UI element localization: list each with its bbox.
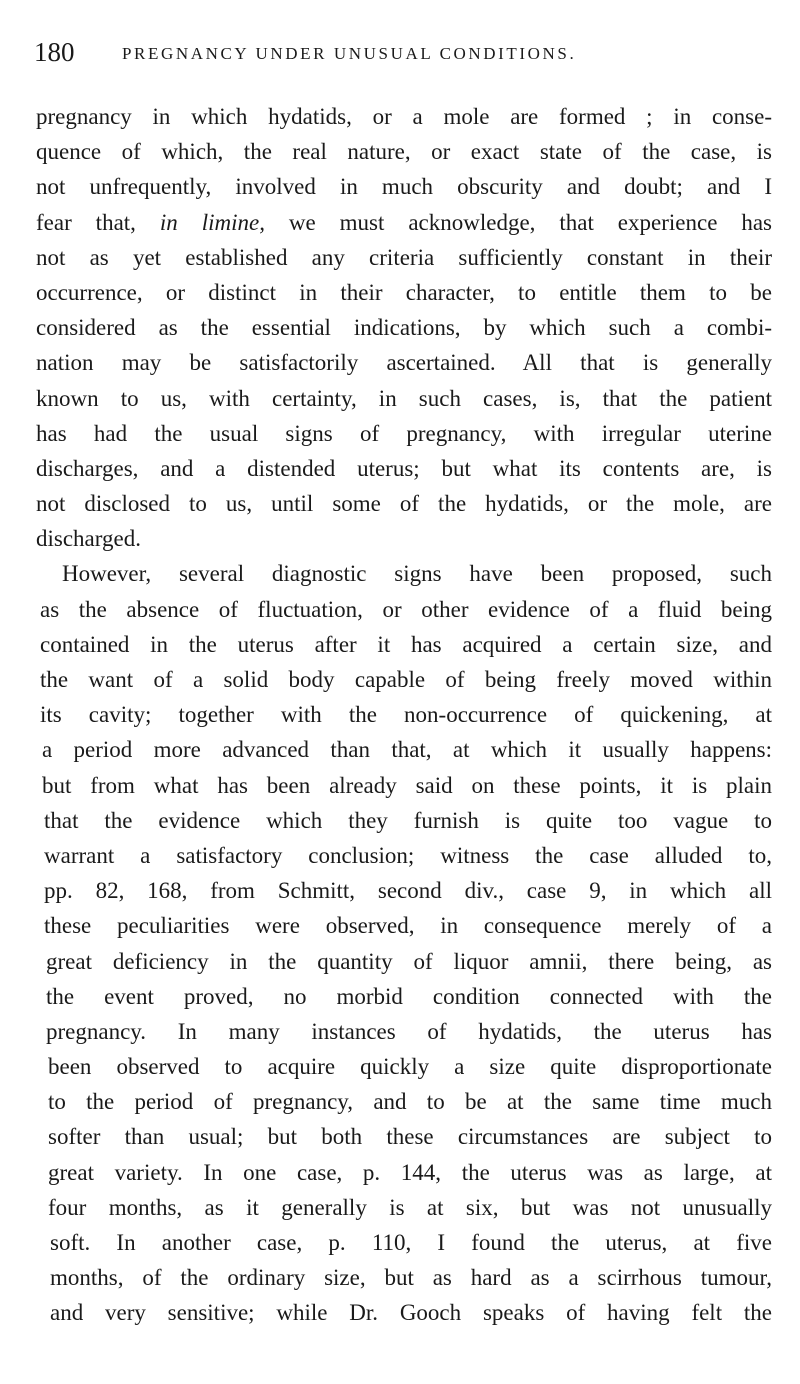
text-line: a period more advanced than that, at which it usually happens: — [42, 737, 772, 763]
text-line: not unfrequently, involved in much obscurity and doubt; and I — [36, 174, 772, 200]
text-line: great deficiency in the quantity of liquor amnii, there being, as — [46, 948, 772, 974]
text-line: contained in the uterus after it has acquired a certain size, and — [40, 631, 772, 657]
text-line: nation may be satisfactorily ascertained. All that is generally — [36, 350, 772, 376]
text-line: discharges, and a distended uterus; but what its contents are, is — [36, 455, 772, 481]
text-line: been observed to acquire quickly a size quite disproportionate — [48, 1054, 772, 1080]
text-line: months, of the ordinary size, but as hard as a scirrhous tumour, — [50, 1265, 772, 1291]
text-line: However, several diagnostic signs have been proposed, such — [62, 561, 772, 587]
text-line: has had the usual signs of pregnancy, with irregular uterine — [36, 420, 772, 446]
text-line: quence of which, the real nature, or exact state of the case, is — [36, 139, 772, 165]
text-line-mixed — [36, 205, 772, 240]
text-line: not disclosed to us, until some of the hydatids, or the mole, are — [36, 491, 772, 517]
italic-phrase: in limine, — [159, 209, 265, 235]
text-span: we must acknowledge, that experience has — [288, 209, 773, 235]
text-line: four months, as it generally is at six, but was not unusually — [48, 1194, 772, 1220]
text-line: these peculiarities were observed, in consequence merely of a — [44, 913, 772, 939]
text-line: the event proved, no morbid condition connected with the — [46, 983, 772, 1009]
text-line: the want of a solid body capable of being freely moved within — [40, 667, 772, 692]
text-line: to the period of pregnancy, and to be at the same time much — [48, 1089, 772, 1115]
text-line: known to us, with certainty, in such cases, is, that the patient — [36, 385, 772, 411]
text-line: softer than usual; but both these circumstances are subject to — [48, 1124, 772, 1150]
body-text — [36, 99, 772, 1331]
text-line: and very sensitive; while Dr. Gooch speaks of having felt the — [50, 1300, 772, 1326]
paragraph-1 — [36, 99, 772, 556]
text-line: its cavity; together with the non-occurrence of quickening, at — [40, 702, 772, 728]
text-line: pp. 82, 168, from Schmitt, second div., case 9, in which all — [44, 878, 772, 904]
text-span: fear that, — [36, 209, 136, 235]
running-head: PREGNANCY UNDER UNUSUAL CONDITIONS. — [122, 44, 577, 63]
text-line: as the absence of fluctuation, or other evidence of a fluid being — [40, 596, 772, 622]
page-header — [34, 34, 774, 74]
text-line: discharged. — [36, 526, 141, 552]
text-line: that the evidence which they furnish is quite too vague to — [44, 807, 772, 833]
text-line: pregnancy in which hydatids, or a mole are formed ; in conse- — [36, 104, 772, 129]
text-line: not as yet established any criteria sufficiently constant in their — [36, 244, 772, 270]
text-line: pregnancy. In many instances of hydatids, the uterus has — [46, 1018, 772, 1044]
text-line: considered as the essential indications, by which such a combi- — [36, 315, 772, 341]
page-number: 180 — [34, 37, 75, 67]
text-line: but from what has been already said on these points, it is plain — [42, 772, 772, 798]
paragraph-2 — [36, 556, 772, 1330]
text-line: warrant a satisfactory conclusion; witness the case alluded to, — [44, 842, 772, 868]
text-line: soft. In another case, p. 110, I found the uterus, at five — [50, 1230, 772, 1255]
text-line: great variety. In one case, p. 144, the uterus was as large, at — [48, 1159, 772, 1185]
text-line: occurrence, or distinct in their character, to entitle them to be — [36, 279, 772, 305]
